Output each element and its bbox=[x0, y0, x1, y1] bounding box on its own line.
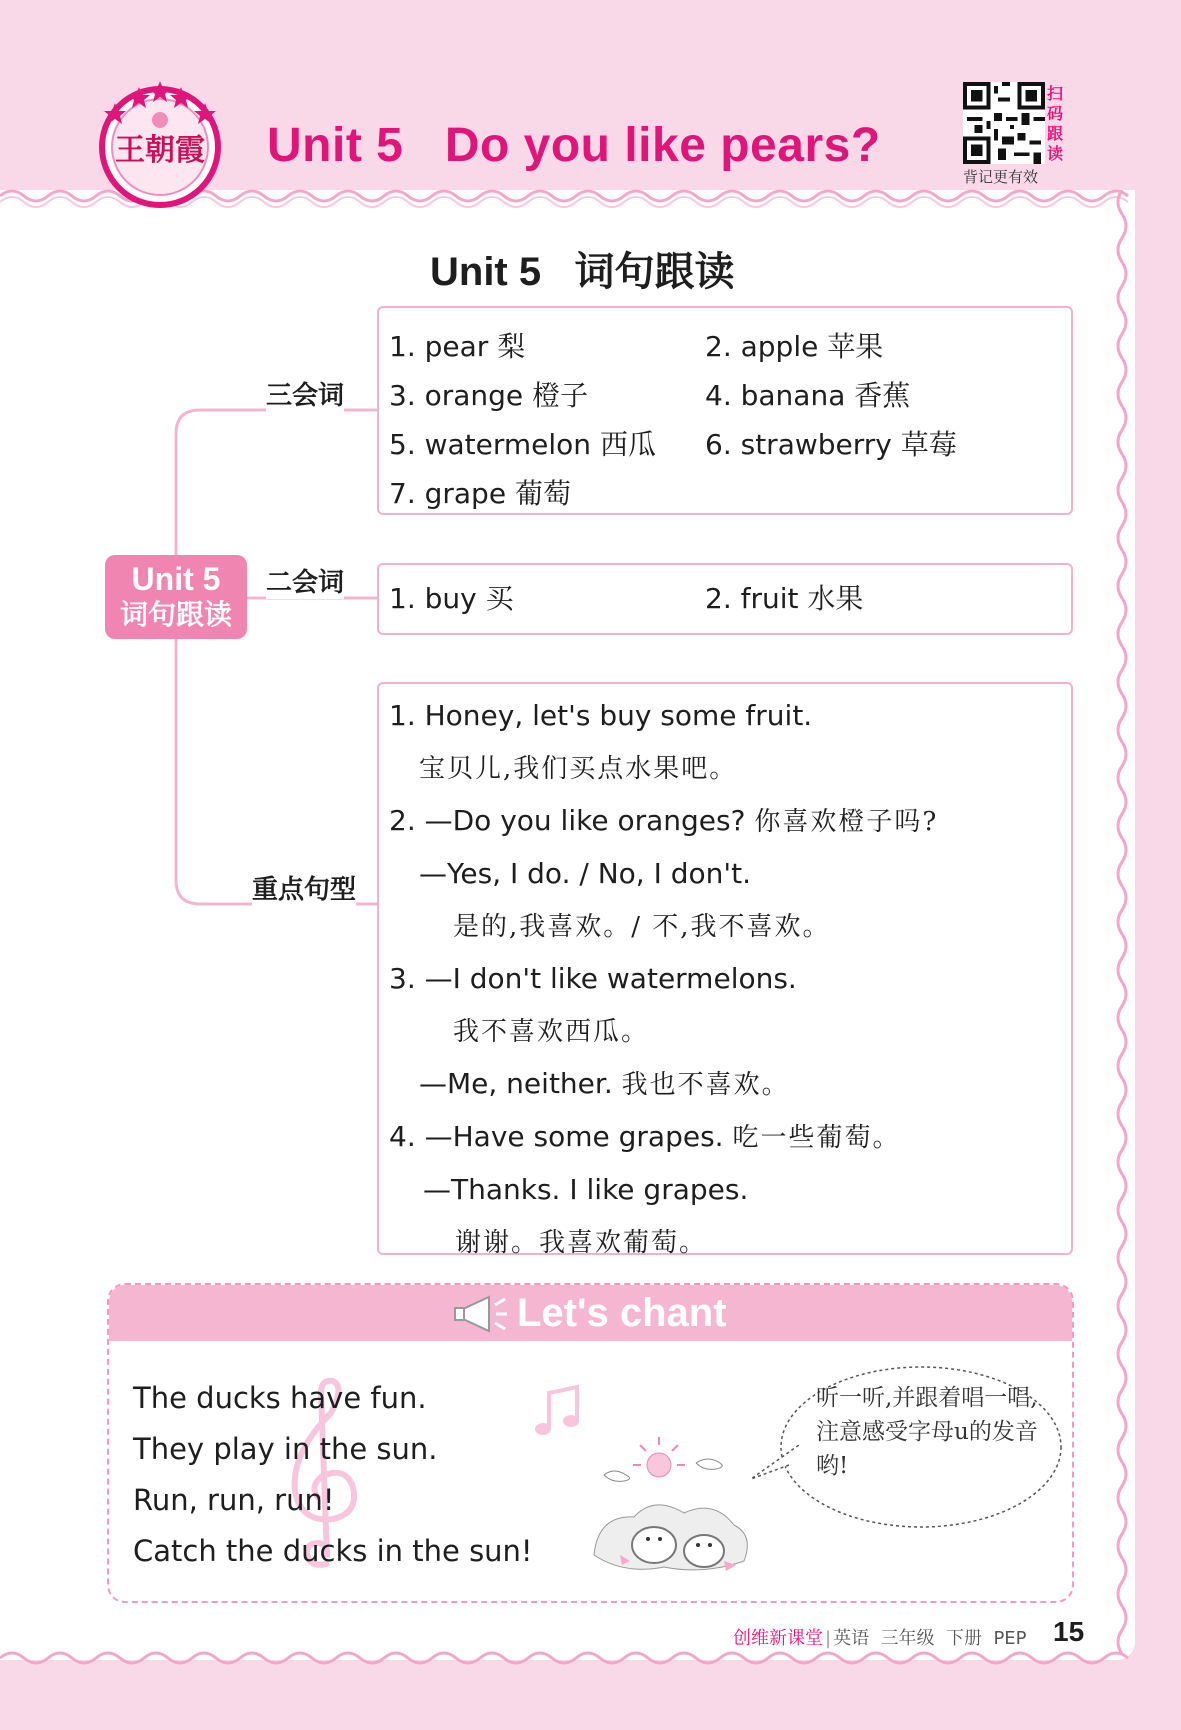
footer-subject: 英语 bbox=[833, 1628, 870, 1649]
brand-logo bbox=[95, 75, 225, 210]
word-en: 2. fruit bbox=[705, 582, 799, 615]
word-zh: 葡萄 bbox=[514, 477, 571, 510]
unit-title: Unit 5 Do you like pears? bbox=[267, 119, 881, 172]
sentence-line[interactable] bbox=[389, 1164, 1071, 1216]
logo-text: 王朝霞 bbox=[115, 133, 205, 168]
sentence-en: 1. Honey, let's buy some fruit. bbox=[389, 699, 813, 732]
sentence-zh: 谢谢。我喜欢葡萄。 bbox=[455, 1228, 708, 1258]
word-item[interactable] bbox=[389, 574, 705, 623]
sentence-line[interactable] bbox=[389, 1005, 1071, 1058]
word-item[interactable] bbox=[705, 574, 1065, 623]
word-en: 4. banana bbox=[705, 379, 846, 412]
sentence-en: —Thanks. I like grapes. bbox=[423, 1173, 749, 1206]
section-title: Unit 5 词句跟读 bbox=[430, 250, 735, 294]
sentence-line[interactable] bbox=[389, 690, 1071, 742]
word-en: 2. apple bbox=[705, 330, 819, 363]
sentence-line[interactable] bbox=[389, 1216, 1071, 1269]
word-item[interactable] bbox=[389, 371, 705, 420]
two-skill-word-box bbox=[377, 563, 1073, 635]
sentence-zh: 宝贝儿,我们买点水果吧。 bbox=[419, 754, 738, 784]
sentence-line[interactable] bbox=[389, 742, 1071, 795]
chant-title: Let's chant bbox=[517, 1291, 727, 1335]
music-note-icon bbox=[531, 1381, 591, 1441]
sentence-line[interactable] bbox=[389, 1111, 1071, 1164]
word-en: 5. watermelon bbox=[389, 428, 592, 461]
chant-lines bbox=[133, 1373, 533, 1577]
sentence-line[interactable] bbox=[389, 848, 1071, 900]
word-item[interactable] bbox=[389, 420, 705, 469]
word-item[interactable] bbox=[389, 322, 705, 371]
word-item[interactable] bbox=[705, 371, 1065, 420]
word-zh: 西瓜 bbox=[599, 428, 656, 461]
sentence-en: 4. —Have some grapes. bbox=[389, 1120, 724, 1153]
branch-label-two-skill: 二会词 bbox=[266, 562, 344, 599]
speech-bubble-text: 听一听,并跟着唱一唱,注意感受字母u的发音哟! bbox=[816, 1385, 1038, 1479]
sentence-zh: 我不喜欢西瓜。 bbox=[453, 1017, 650, 1047]
word-zh: 苹果 bbox=[827, 330, 884, 363]
word-zh: 梨 bbox=[497, 330, 526, 363]
word-item[interactable] bbox=[389, 469, 705, 518]
right-wave-border bbox=[1112, 190, 1138, 1660]
sentence-zh: 吃一些葡萄。 bbox=[732, 1123, 901, 1153]
three-skill-word-box bbox=[377, 306, 1073, 515]
word-zh: 橙子 bbox=[532, 379, 589, 412]
branch-label-three-skill: 三会词 bbox=[266, 375, 344, 412]
word-zh: 水果 bbox=[807, 582, 864, 615]
word-item[interactable] bbox=[705, 322, 1065, 371]
footer-brand: 创维新课堂 bbox=[733, 1628, 823, 1649]
footer-volume: 下册 bbox=[945, 1628, 982, 1649]
word-en: 1. buy bbox=[389, 582, 477, 615]
sentence-line[interactable] bbox=[389, 1058, 1071, 1111]
chant-line: Run, run, run! bbox=[133, 1483, 335, 1517]
sentence-en: 3. —I don't like watermelons. bbox=[389, 962, 797, 995]
footer-grade: 三年级 bbox=[880, 1628, 935, 1649]
footer-edition: PEP bbox=[993, 1628, 1027, 1649]
qr-caption: 背记更有效 bbox=[963, 168, 1039, 186]
page-number: 15 bbox=[1053, 1616, 1085, 1647]
key-sentence-box bbox=[377, 682, 1073, 1258]
bottom-wave-border bbox=[0, 1648, 1135, 1674]
sentence-en: —Me, neither. bbox=[419, 1067, 613, 1100]
chant-line: They play in the sun. bbox=[133, 1432, 438, 1466]
word-item[interactable] bbox=[705, 420, 1065, 469]
unit-badge bbox=[105, 555, 247, 639]
word-en: 1. pear bbox=[389, 330, 489, 363]
word-en: 7. grape bbox=[389, 477, 507, 510]
sentence-line[interactable] bbox=[389, 953, 1071, 1005]
unit-badge-line2: 词句跟读 bbox=[119, 598, 232, 631]
sentence-zh: 我也不喜欢。 bbox=[621, 1070, 790, 1100]
branch-label-key-sentences: 重点句型 bbox=[252, 869, 356, 906]
sentence-line[interactable] bbox=[389, 900, 1071, 953]
sentence-en: 2. —Do you like oranges? bbox=[389, 804, 746, 837]
sentence-line[interactable] bbox=[389, 795, 1071, 848]
sentence-en: —Yes, I do. / No, I don't. bbox=[419, 857, 751, 890]
word-zh: 香蕉 bbox=[854, 379, 911, 412]
chant-line: Catch the ducks in the sun! bbox=[133, 1534, 533, 1568]
word-en: 6. strawberry bbox=[705, 428, 892, 461]
footer-bar bbox=[733, 1624, 1027, 1650]
word-zh: 买 bbox=[485, 582, 514, 615]
scan-to-read-label: 扫码跟读 bbox=[1047, 84, 1064, 163]
chant-header bbox=[109, 1285, 1072, 1341]
megaphone-icon bbox=[449, 1293, 509, 1335]
chant-line: The ducks have fun. bbox=[133, 1381, 427, 1415]
sentence-zh: 是的,我喜欢。/ 不,我不喜欢。 bbox=[453, 912, 831, 942]
unit-badge-line1: Unit 5 bbox=[131, 561, 221, 597]
qr-code-icon[interactable] bbox=[963, 82, 1045, 164]
sentence-zh: 你喜欢橙子吗? bbox=[754, 807, 939, 837]
lets-chant-panel bbox=[107, 1283, 1074, 1603]
footer-separator: | bbox=[825, 1628, 832, 1649]
word-en: 3. orange bbox=[389, 379, 524, 412]
word-zh: 草莓 bbox=[900, 428, 957, 461]
